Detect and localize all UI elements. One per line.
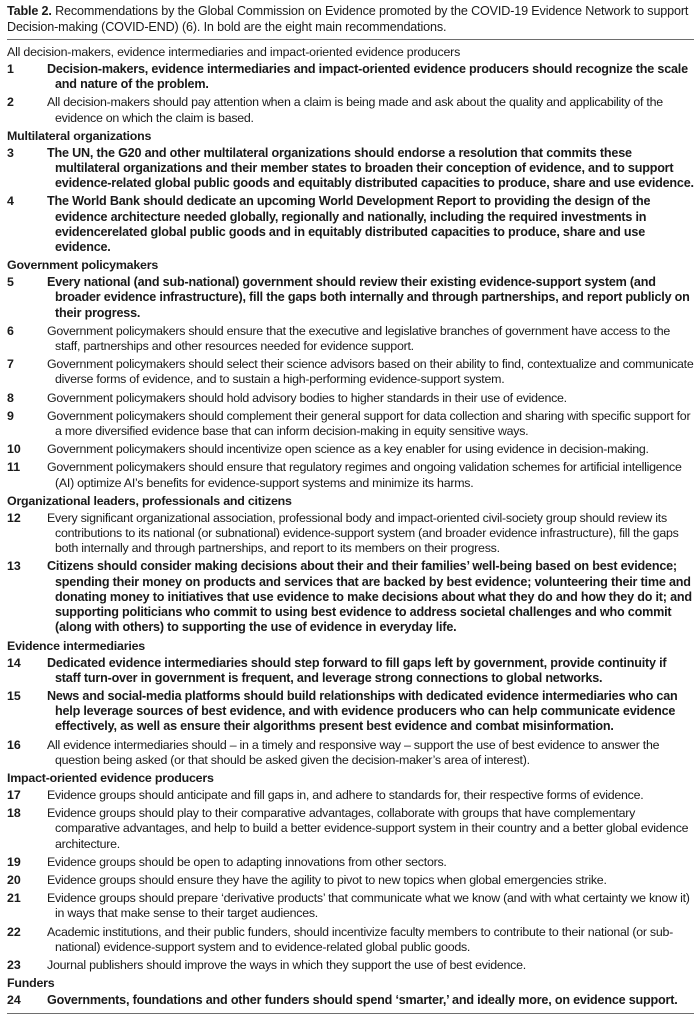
recommendation-row xyxy=(7,441,694,459)
main-recommendation-row xyxy=(7,145,694,194)
main-recommendation-row xyxy=(7,558,694,637)
recommendation-number: 22 xyxy=(7,924,21,939)
recommendation-text: Evidence groups should ensure they have the agility to pivot to new topics when global emergencies strike. xyxy=(47,872,607,887)
recommendation-text: All decision-makers should pay attention when a claim is being made and ask about the quality and applicability of the evidence on which the claim is based. xyxy=(47,95,663,125)
recommendation-number: 7 xyxy=(7,357,14,372)
recommendation-number: 18 xyxy=(7,806,21,821)
recommendation-text: All evidence intermediaries should – in a timely and responsive way – support the use of best evidence to answer the question being asked (or that should be asked given the decision-maker’s area of interest). xyxy=(47,737,660,767)
recommendation-text: Government policymakers should ensure that the executive and legislative branches of government have access to the staff, partnerships and other resources needed for evidence support. xyxy=(47,323,671,354)
recommendation-text: Evidence groups should anticipate and fill gaps in, and adhere to standards for, their respective forms of evidence. xyxy=(47,787,644,802)
recommendation-row xyxy=(7,94,694,127)
recommendation-row xyxy=(7,854,694,872)
recommendation-row xyxy=(7,957,694,975)
recommendation-text: Every significant organizational association, professional body and impact-oriented civil-society group should review its contributions to its national (or subnational) evidence-support system (and broader evidence infrastructure), fill the gaps both internally and through partnerships, and report to its members on their progress. xyxy=(47,510,679,556)
recommendation-number: 13 xyxy=(7,559,21,574)
table-label: Table 2. xyxy=(7,4,52,18)
recommendation-text: Journal publishers should improve the ways in which they support the use of best evidence. xyxy=(47,957,526,972)
recommendation-text: Government policymakers should select their science advisors based on their ability to find, contextualize and communicate diverse forms of evidence, and to sustain a high-performing evidence-support system. xyxy=(47,357,694,387)
recommendation-number: 23 xyxy=(7,957,21,972)
recommendation-number: 8 xyxy=(7,390,14,405)
recommendation-number: 11 xyxy=(7,460,21,475)
section-header: Government policymakers xyxy=(7,258,159,273)
recommendation-text: The UN, the G20 and other multilateral organizations should endorse a resolution that commits these multilateral organizations and their member states to broaden their conception of evidence, and to support evidence-related global public goods and equitably distributed capacities to produce, share and use evidence. xyxy=(47,145,694,191)
main-recommendation-row xyxy=(7,655,694,688)
recommendation-text: Citizens should consider making decisions about their and their families’ well-being based on best evidence; spending their money on products and services that are backed by best evidence; volunteering their time and donating money to initiatives that use evidence to make decisions about what they do and how they do it; and supporting politicians who commit to using best evidence to address societal challenges and who commit (along with others) to supporting the use of evidence in everyday life. xyxy=(47,559,692,635)
section-header: Organizational leaders, professionals and citizens xyxy=(7,493,292,508)
recommendation-number: 17 xyxy=(7,787,21,802)
main-recommendation-row xyxy=(7,688,694,737)
recommendation-number: 6 xyxy=(7,323,14,338)
recommendation-text: Decision-makers, evidence intermediaries and impact-oriented evidence producers should recognize the scale and nature of the problem. xyxy=(47,62,688,92)
recommendation-number: 3 xyxy=(7,145,14,160)
recommendation-number: 5 xyxy=(7,275,14,290)
recommendation-row xyxy=(7,805,694,854)
section-header: Funders xyxy=(7,976,55,991)
recommendation-text: The World Bank should dedicate an upcoming World Development Report to providing the design of the evidence architecture needed globally, regionally and nationally, including the required investments in evidencerelated global public goods and in equitably distributed capacities to produce, share and use evidence. xyxy=(47,194,651,255)
recommendation-number: 2 xyxy=(7,95,14,110)
main-recommendation-row xyxy=(7,992,694,1010)
recommendation-text: News and social-media platforms should build relationships with dedicated evidence intermediaries who can help leverage sources of best evidence, and with evidence producers who can help communicate evidence effectively, as well as ensure their algorithms present best evidence and combat misinformation. xyxy=(47,688,678,734)
recommendation-row xyxy=(7,510,694,559)
main-recommendation-row xyxy=(7,61,694,94)
recommendation-text: Every national (and sub-national) government should review their existing evidence-support system (and broader evidence infrastructure), fill the gaps both internally and through partnerships, and report publicly on their progress. xyxy=(47,275,690,320)
recommendation-row xyxy=(7,408,694,441)
table-caption xyxy=(7,3,694,35)
recommendation-text: Evidence groups should prepare ‘derivative products’ that communicate what we know (and with what certainty we know it) in ways that make sense to their target audiences. xyxy=(47,891,690,921)
recommendation-text: Governments, foundations and other funders should spend ‘smarter,’ and ideally more, on evidence support. xyxy=(47,993,678,1008)
recommendation-text: Government policymakers should hold advisory bodies to higher standards in their use of evidence. xyxy=(47,390,567,405)
recommendation-text: Government policymakers should ensure that regulatory regimes and ongoing validation schemes for artificial intelligence (AI) optimize AI’s benefits for evidence-support systems and minimize its harms. xyxy=(47,460,682,490)
recommendation-number: 10 xyxy=(7,442,21,457)
recommendation-number: 21 xyxy=(7,891,21,906)
recommendation-number: 12 xyxy=(7,510,21,525)
section-header: Multilateral organizations xyxy=(7,128,152,143)
recommendation-text: Dedicated evidence intermediaries should step forward to fill gaps left by government, provide continuity if staff turn-over in government is frequent, and leverage strong connections to global networks. xyxy=(47,655,667,685)
main-recommendation-row xyxy=(7,274,694,323)
main-recommendation-row xyxy=(7,193,694,257)
recommendation-number: 9 xyxy=(7,408,14,423)
section-header: All decision-makers, evidence intermediaries and impact-oriented evidence producers xyxy=(7,45,461,59)
recommendation-row xyxy=(7,323,694,356)
recommendation-number: 4 xyxy=(7,194,14,209)
recommendation-number: 14 xyxy=(7,655,21,670)
recommendation-number: 24 xyxy=(7,993,21,1008)
recommendation-number: 15 xyxy=(7,688,21,703)
recommendation-row xyxy=(7,737,694,770)
recommendation-row xyxy=(7,890,694,923)
recommendation-row xyxy=(7,356,694,389)
recommendation-text: Evidence groups should play to their comparative advantages, collaborate with groups that have complementary comparative advantages, and help to build a better evidence-support system in their country and a better global evidence architecture. xyxy=(47,806,689,851)
recommendation-number: 20 xyxy=(7,872,21,887)
recommendation-row xyxy=(7,459,694,492)
recommendation-number: 19 xyxy=(7,854,21,869)
recommendation-text: Government policymakers should incentivize open science as a key enabler for using evidence in decision-making. xyxy=(47,442,649,457)
section-header: Impact-oriented evidence producers xyxy=(7,770,214,785)
recommendation-row xyxy=(7,872,694,890)
recommendation-row xyxy=(7,787,694,805)
top-rule xyxy=(7,39,694,40)
recommendation-text: Evidence groups should be open to adapting innovations from other sectors. xyxy=(47,854,447,869)
recommendation-number: 16 xyxy=(7,737,21,752)
table-body xyxy=(7,44,694,1010)
recommendation-text: Academic institutions, and their public funders, should incentivize faculty members to contribute to their national (or sub-national) evidence-support system and to evidence-related global public goods. xyxy=(47,924,674,954)
caption-text: Recommendations by the Global Commission on Evidence promoted by the COVID-19 Evidence Network to support Decision-making (COVID-END) (6). In bold are the eight main recommendations. xyxy=(7,4,689,34)
recommendation-row xyxy=(7,924,694,957)
recommendation-number: 1 xyxy=(7,62,14,76)
recommendation-row xyxy=(7,390,694,408)
section-header: Evidence intermediaries xyxy=(7,638,145,653)
recommendation-text: Government policymakers should complement their general support for data collection and sharing with specific support for a more diversified evidence base that can inform decision-making in equity sensitive ways. xyxy=(47,408,691,439)
